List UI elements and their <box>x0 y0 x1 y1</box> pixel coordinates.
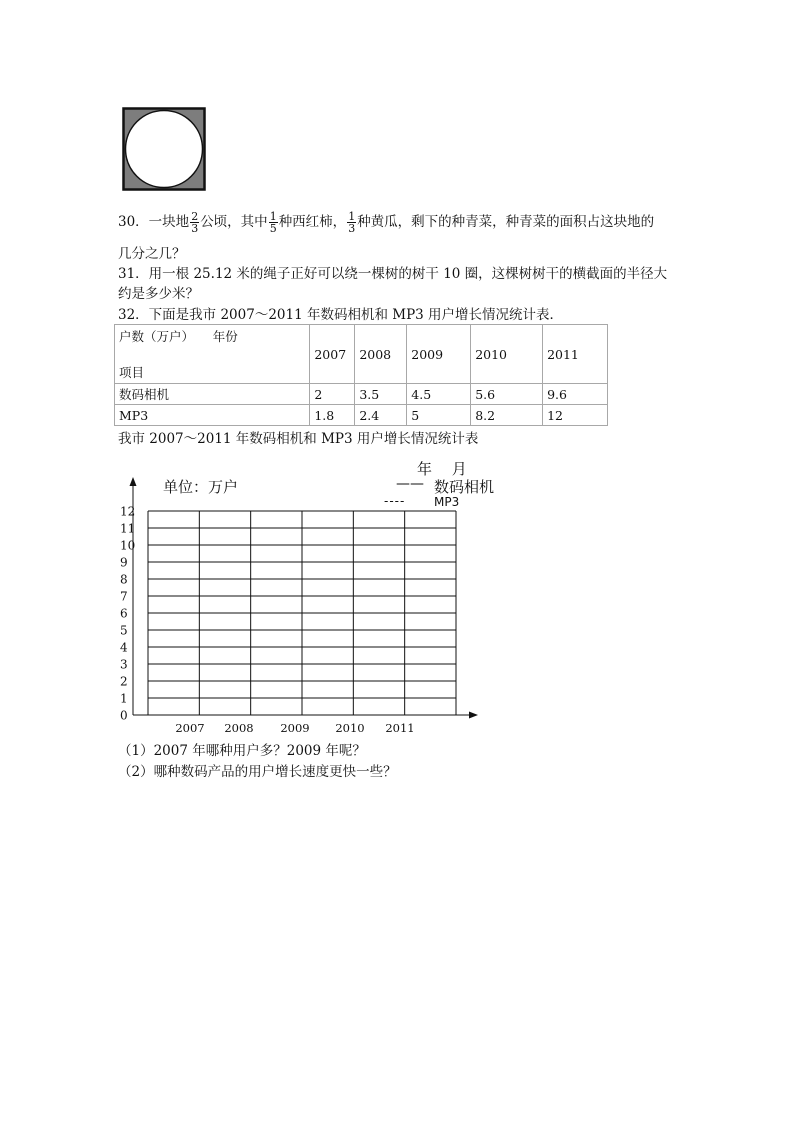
sub-question-1: （1）2007 年哪种用户多？2009 年呢？ <box>118 743 366 759</box>
table-cell: 5 <box>407 405 471 426</box>
table-cell: 1.8 <box>310 405 355 426</box>
fraction-two-thirds: $\frac{2}{3}$ <box>191 210 199 235</box>
blank-line-chart <box>110 455 490 745</box>
x-tick-label: 2007 <box>175 721 205 735</box>
y-tick-label: 7 <box>120 589 128 604</box>
table-year-header: 2011 <box>543 325 608 384</box>
y-tick-label: 1 <box>120 691 128 706</box>
x-axis-arrow-icon <box>469 712 478 719</box>
table-cell: 3.5 <box>355 384 407 405</box>
question-30: 30．一块地 $\frac{2}{3}$ 公顷，其中 $\frac{1}{5}$ 种西红柿， $\frac{1}{3}$ 种黄瓜，剩下的种青菜，种青菜的面积占这块地的 <box>118 210 655 235</box>
fraction-one-third: $\frac{1}{3}$ <box>348 210 356 235</box>
row-label: 数码相机 <box>115 384 310 405</box>
fraction-one-fifth: $\frac{1}{5}$ <box>269 210 277 235</box>
table-cell: 2.4 <box>355 405 407 426</box>
table-year-header: 2007 <box>310 325 355 384</box>
table-row <box>115 405 608 426</box>
legend-mp3-label: MP3 <box>434 495 460 509</box>
legend-camera-label: 数码相机 <box>434 478 495 496</box>
table-cell: 8.2 <box>471 405 543 426</box>
table-corner-header: 户数（万户） 年份 项目 <box>115 325 310 384</box>
y-tick-label: 12 <box>120 504 136 519</box>
question-31-line2: 约是多少米？ <box>118 286 199 302</box>
table-cell: 4.5 <box>407 384 471 405</box>
y-tick-label: 2 <box>120 674 128 689</box>
y-tick-label: 5 <box>120 623 128 638</box>
table-cell: 9.6 <box>543 384 608 405</box>
stats-table <box>114 324 608 426</box>
question-32-intro: 32．下面是我市 2007～2011 年数码相机和 MP3 用户增长情况统计表． <box>118 307 564 323</box>
circle-in-square-figure <box>122 107 206 191</box>
table-cell: 12 <box>543 405 608 426</box>
sub-question-2: （2）哪种数码产品的用户增长速度更快一些？ <box>118 764 397 780</box>
x-tick-label: 2010 <box>335 721 365 735</box>
table-year-header: 2009 <box>407 325 471 384</box>
question-31-line1: 31．用一根 25.12 米的绳子正好可以绕一棵树的树干 10 圈，这棵树树干的横截面的半径大 <box>118 266 668 282</box>
table-cell: 5.6 <box>471 384 543 405</box>
x-tick-label: 2008 <box>224 721 254 735</box>
y-tick-label: 10 <box>120 538 136 553</box>
x-tick-label: 2011 <box>385 721 415 735</box>
y-axis-arrow-icon <box>130 477 137 486</box>
question-30-line2: 几分之几？ <box>118 246 186 262</box>
row-label: MP3 <box>115 405 310 426</box>
y-tick-label: 3 <box>120 657 128 672</box>
chart-unit-label: 单位：万户 <box>163 478 239 496</box>
chart-date-label: 年 月 <box>417 460 467 478</box>
table-row <box>115 384 608 405</box>
table-year-header: 2008 <box>355 325 407 384</box>
y-tick-label: 4 <box>120 640 128 655</box>
table-cell: 2 <box>310 384 355 405</box>
legend-mp3-line: ---- <box>384 494 406 508</box>
table-year-header: 2010 <box>471 325 543 384</box>
y-tick-label: 11 <box>120 521 136 536</box>
y-tick-label: 6 <box>120 606 128 621</box>
legend-camera-line: —— <box>396 476 424 492</box>
y-tick-label: 9 <box>120 555 128 570</box>
y-tick-label: 0 <box>120 708 128 723</box>
table-header-row <box>115 325 608 384</box>
x-tick-label: 2009 <box>280 721 310 735</box>
y-tick-label: 8 <box>120 572 128 587</box>
chart-caption: 我市 2007～2011 年数码相机和 MP3 用户增长情况统计表 <box>118 431 479 447</box>
